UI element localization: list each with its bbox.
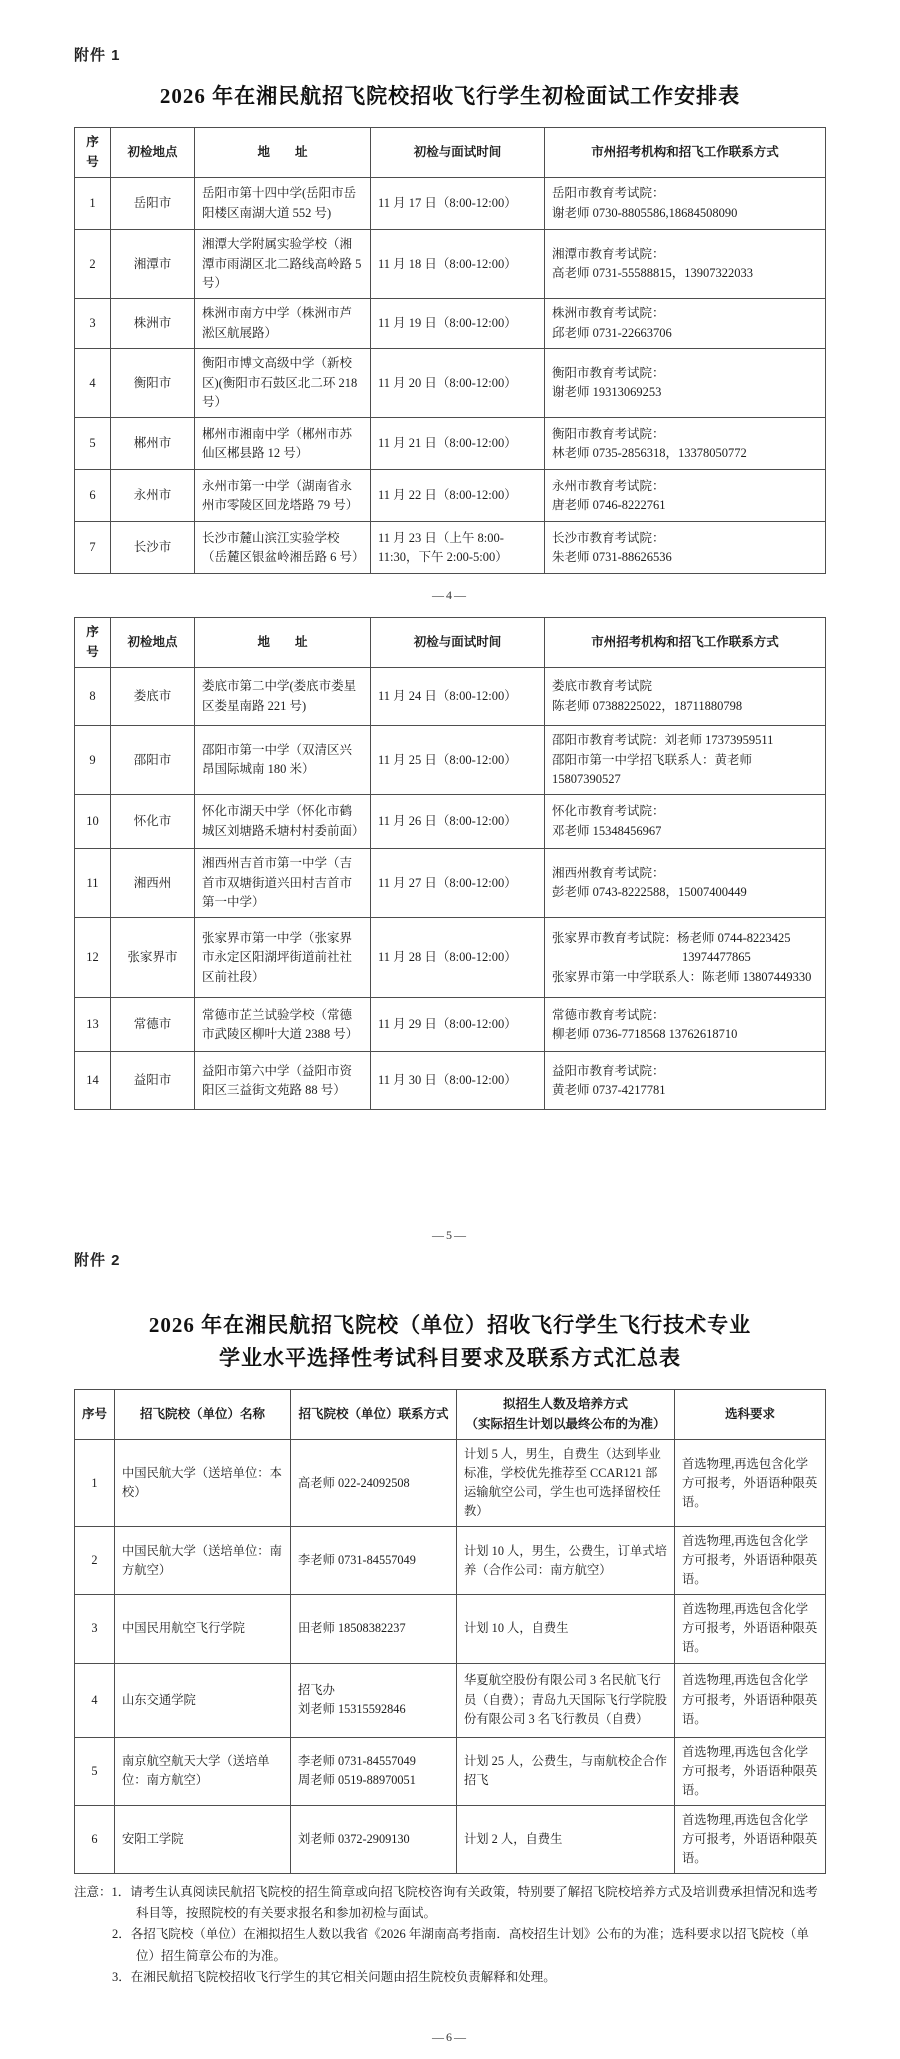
contact-line: 周老师 0519-88970051 <box>298 1773 416 1788</box>
row-place: 岳阳市 <box>111 178 195 230</box>
row-place: 湘西州 <box>111 849 195 918</box>
row-no: 10 <box>75 795 111 849</box>
contact-line: 邓老师 15348456967 <box>552 823 662 838</box>
contact-line: 田老师 18508382237 <box>298 1621 406 1636</box>
table-row <box>75 1527 826 1595</box>
contact-line: 株洲市教育考试院： <box>552 306 665 321</box>
contact-line: 朱老师 0731-88626536 <box>552 549 672 564</box>
contact-line: 长沙市教育考试院： <box>552 530 665 545</box>
row-no: 5 <box>75 418 111 470</box>
row-no: 8 <box>75 668 111 726</box>
row-time: 11 月 28 日（8:00-12:00） <box>371 918 545 998</box>
contact-line: 高老师 022-24092508 <box>298 1475 410 1490</box>
row-plan: 计划 10 人，自费生 <box>457 1595 675 1663</box>
contact-line: 谢老师 0730-8805586,18684508090 <box>552 205 738 220</box>
row-address: 娄底市第二中学(娄底市娄星区娄星南路 221 号) <box>195 668 371 726</box>
document-page <box>74 0 826 2045</box>
row-no: 3 <box>75 299 111 349</box>
row-contact <box>545 230 826 299</box>
row-no: 14 <box>75 1052 111 1110</box>
col-header-no: 序号 <box>75 128 111 178</box>
row-address: 怀化市湖天中学（怀化市鹤城区刘塘路禾塘村村委前面） <box>195 795 371 849</box>
table-row <box>75 726 826 795</box>
row-time: 11 月 24 日（8:00-12:00） <box>371 668 545 726</box>
contact-line: 李老师 0731-84557049 <box>298 1553 416 1568</box>
row-place: 株洲市 <box>111 299 195 349</box>
row-address: 邵阳市第一中学（双清区兴昂国际城南 180 米） <box>195 726 371 795</box>
row-time: 11 月 25 日（8:00-12:00） <box>371 726 545 795</box>
contact-line: 湘西州教育考试院： <box>552 866 665 880</box>
table-row <box>75 849 826 918</box>
attachment2-title-line1: 2026 年在湘民航招飞院校（单位）招收飞行学生飞行技术专业 <box>148 1313 752 1338</box>
row-no: 12 <box>75 918 111 998</box>
row-no: 13 <box>75 998 111 1052</box>
row-contact <box>545 918 826 998</box>
row-address: 郴州市湘南中学（郴州市苏仙区郴县路 12 号） <box>195 418 371 470</box>
col-header-college: 招飞院校（单位）名称 <box>115 1390 291 1440</box>
row-time: 11 月 20 日（8:00-12:00） <box>371 349 545 418</box>
table-row <box>75 1595 826 1663</box>
contact-line: 彭老师 0743-8222588，15007400449 <box>552 885 747 900</box>
row-time: 11 月 23 日（上午 8:00-11:30，下午 2:00-5:00） <box>371 522 545 574</box>
row-subjects: 首选物理,再选包含化学方可报考，外语语种限英语。 <box>675 1527 826 1595</box>
table-header-row <box>75 128 826 178</box>
row-contact <box>291 1663 457 1737</box>
contact-line: 招飞办 <box>298 1682 335 1697</box>
row-contact <box>545 522 826 574</box>
row-time: 11 月 27 日（8:00-12:00） <box>371 849 545 918</box>
attachment2-label: 附件 2 <box>74 1252 121 1270</box>
contact-line: 刘老师 15315592846 <box>298 1702 406 1717</box>
row-no: 2 <box>75 230 111 299</box>
col-header-address: 地 址 <box>195 618 371 668</box>
table-row <box>75 1440 826 1527</box>
row-time: 11 月 22 日（8:00-12:00） <box>371 470 545 522</box>
row-college-name: 中国民用航空飞行学院 <box>115 1595 291 1663</box>
row-address: 湘西州吉首市第一中学（吉首市双塘街道兴田村吉首市第一中学） <box>195 849 371 918</box>
contact-line: 林老师 0735-2856318，13378050772 <box>552 445 747 460</box>
contact-line: 张家界市第一中学联系人：陈老师 13807449330 <box>552 969 812 984</box>
row-place: 张家界市 <box>111 918 195 998</box>
row-contact <box>545 998 826 1052</box>
row-place: 永州市 <box>111 470 195 522</box>
attachment2-title-line2: 学业水平选择性考试科目要求及联系方式汇总表 <box>219 1345 681 1370</box>
col-header-place: 初检地点 <box>111 618 195 668</box>
contact-line: 怀化市教育考试院： <box>552 804 665 819</box>
contact-line: 常德市教育考试院： <box>552 1007 665 1022</box>
table-row <box>75 299 826 349</box>
row-plan: 计划 5 人，男生，自费生（达到毕业标准，学校优先推荐至 CCAR121 部运输航空公司，学生也可选择留校任教） <box>457 1440 675 1527</box>
row-contact <box>291 1527 457 1595</box>
row-time: 11 月 18 日（8:00-12:00） <box>371 230 545 299</box>
col-header-contact: 市州招考机构和招飞工作联系方式 <box>545 618 826 668</box>
row-no: 11 <box>75 849 111 918</box>
row-address: 岳阳市第十四中学(岳阳市岳阳楼区南湖大道 552 号) <box>195 178 371 230</box>
row-contact <box>545 349 826 418</box>
table-header-row <box>75 618 826 668</box>
contact-line: 衡阳市教育考试院： <box>552 366 665 380</box>
contact-line: 谢老师 19313069253 <box>552 385 662 400</box>
row-contact <box>545 299 826 349</box>
row-place: 益阳市 <box>111 1052 195 1110</box>
row-address: 常德市芷兰试验学校（常德市武陵区柳叶大道 2388 号） <box>195 998 371 1052</box>
table-row <box>75 795 826 849</box>
interview-schedule-table-part2 <box>74 617 826 1110</box>
row-college-name: 安阳工学院 <box>115 1805 291 1873</box>
row-time: 11 月 21 日（8:00-12:00） <box>371 418 545 470</box>
contact-line: 邱老师 0731-22663706 <box>552 325 672 340</box>
row-time: 11 月 17 日（8:00-12:00） <box>371 178 545 230</box>
col-header-place: 初检地点 <box>111 128 195 178</box>
attachment1-label: 附件 1 <box>74 47 121 64</box>
contact-line: 柳老师 0736-7718568 13762618710 <box>552 1026 738 1041</box>
row-place: 湘潭市 <box>111 230 195 299</box>
row-subjects: 首选物理,再选包含化学方可报考，外语语种限英语。 <box>675 1663 826 1737</box>
table-row <box>75 1805 826 1873</box>
table-row <box>75 1052 826 1110</box>
page-marker-4: —4— <box>432 588 468 603</box>
contact-line: 李老师 0731-84557049 <box>298 1754 416 1769</box>
col-header-plan-line: （实际招生计划以最终公布的为准） <box>465 1416 666 1431</box>
col-header-address: 地 址 <box>195 128 371 178</box>
row-place: 衡阳市 <box>111 349 195 418</box>
col-header-no: 序号 <box>75 1390 115 1440</box>
row-place: 怀化市 <box>111 795 195 849</box>
row-contact <box>291 1440 457 1527</box>
interview-schedule-table-part1 <box>74 127 826 574</box>
row-no: 7 <box>75 522 111 574</box>
notes-section <box>74 1882 826 1988</box>
col-header-no: 序号 <box>75 618 111 668</box>
note-item-1 <box>74 1882 826 1925</box>
contact-line: 张家界市教育考试院：杨老师 0744-8223425 <box>552 930 791 945</box>
table-row <box>75 349 826 418</box>
table-row <box>75 1737 826 1805</box>
col-header-contact: 招飞院校（单位）联系方式 <box>291 1390 457 1440</box>
table-row <box>75 470 826 522</box>
contact-line: 岳阳市教育考试院： <box>552 186 665 201</box>
row-no: 4 <box>75 1663 115 1737</box>
notes-label: 注意： <box>74 1884 112 1899</box>
row-time: 11 月 30 日（8:00-12:00） <box>371 1052 545 1110</box>
row-no: 1 <box>75 1440 115 1527</box>
contact-line: 13974477865 <box>682 950 751 965</box>
table-row <box>75 418 826 470</box>
table-row <box>75 918 826 998</box>
attachment1-title: 2026 年在湘民航招飞院校招收飞行学生初检面试工作安排表 <box>159 84 741 108</box>
row-no: 6 <box>75 1805 115 1873</box>
row-address: 湘潭大学附属实验学校（湘潭市雨湖区北二路线高岭路 5 号） <box>195 230 371 299</box>
page-marker-6: —6— <box>432 2030 468 2045</box>
row-address: 永州市第一中学（湖南省永州市零陵区回龙塔路 79 号） <box>195 470 371 522</box>
row-no: 1 <box>75 178 111 230</box>
row-contact <box>545 178 826 230</box>
col-header-subjects: 选科要求 <box>675 1390 826 1440</box>
contact-line: 邵阳市第一中学招飞联系人：黄老师 15807390527 <box>552 752 753 786</box>
col-header-time: 初检与面试时间 <box>371 618 545 668</box>
college-requirements-table <box>74 1389 826 1874</box>
row-no: 9 <box>75 726 111 795</box>
row-address: 长沙市麓山滨江实验学校（岳麓区银盆岭湘岳路 6 号） <box>195 522 371 574</box>
contact-line: 陈老师 07388225022，18711880798 <box>552 698 743 713</box>
row-no: 5 <box>75 1737 115 1805</box>
row-contact <box>545 668 826 726</box>
contact-line: 衡阳市教育考试院： <box>552 426 665 441</box>
row-time: 11 月 29 日（8:00-12:00） <box>371 998 545 1052</box>
row-college-name: 中国民航大学（送培单位：本校） <box>115 1440 291 1527</box>
row-no: 2 <box>75 1527 115 1595</box>
row-contact <box>545 1052 826 1110</box>
table-row <box>75 522 826 574</box>
row-subjects: 首选物理,再选包含化学方可报考，外语语种限英语。 <box>675 1440 826 1527</box>
row-place: 邵阳市 <box>111 726 195 795</box>
table-row <box>75 178 826 230</box>
row-college-name: 山东交通学院 <box>115 1663 291 1737</box>
col-header-time: 初检与面试时间 <box>371 128 545 178</box>
row-contact <box>545 849 826 918</box>
contact-line: 湘潭市教育考试院： <box>552 246 665 261</box>
page-marker-5: —5— <box>432 1228 468 1243</box>
table-row <box>75 998 826 1052</box>
col-header-plan <box>457 1390 675 1440</box>
row-place: 长沙市 <box>111 522 195 574</box>
row-college-name: 中国民航大学（送培单位：南方航空） <box>115 1527 291 1595</box>
contact-line: 邵阳市教育考试院：刘老师 17373959511 <box>552 733 774 748</box>
row-no: 3 <box>75 1595 115 1663</box>
row-place: 常德市 <box>111 998 195 1052</box>
row-subjects: 首选物理,再选包含化学方可报考，外语语种限英语。 <box>675 1595 826 1663</box>
row-plan: 计划 25 人，公费生，与南航校企合作招飞 <box>457 1737 675 1805</box>
row-plan: 华夏航空股份有限公司 3 名民航飞行员（自费）；青岛九天国际飞行学院股份有限公司 3 名飞行教员（自费） <box>457 1663 675 1737</box>
note-text-1: 1．请考生认真阅读民航招飞院校的招生简章或向招飞院校咨询有关政策，特别要了解招飞院校培养方式及培训费承担情况和选考科目等，按照院校的有关要求报名和参加初检与面试。 <box>111 1884 818 1921</box>
row-address: 益阳市第六中学（益阳市资阳区三益街文苑路 88 号） <box>195 1052 371 1110</box>
row-contact <box>291 1737 457 1805</box>
contact-line: 刘老师 0372-2909130 <box>298 1831 410 1846</box>
row-contact <box>545 726 826 795</box>
contact-line: 唐老师 0746-8222761 <box>552 497 666 512</box>
row-contact <box>545 418 826 470</box>
row-subjects: 首选物理,再选包含化学方可报考，外语语种限英语。 <box>675 1737 826 1805</box>
row-contact <box>545 470 826 522</box>
row-address: 张家界市第一中学（张家界市永定区阳湖坪街道前社社区前社段） <box>195 918 371 998</box>
col-header-contact: 市州招考机构和招飞工作联系方式 <box>545 128 826 178</box>
row-place: 郴州市 <box>111 418 195 470</box>
row-address: 株洲市南方中学（株洲市芦淞区航展路） <box>195 299 371 349</box>
row-plan: 计划 10 人，男生，公费生，订单式培养（合作公司：南方航空） <box>457 1527 675 1595</box>
row-subjects: 首选物理,再选包含化学方可报考，外语语种限英语。 <box>675 1805 826 1873</box>
table-row <box>75 230 826 299</box>
row-place: 娄底市 <box>111 668 195 726</box>
row-plan: 计划 2 人，自费生 <box>457 1805 675 1873</box>
table-row <box>75 668 826 726</box>
contact-line: 永州市教育考试院： <box>552 478 665 493</box>
note-item-2: 2．各招飞院校（单位）在湘拟招生人数以我省《2026 年湖南高考指南．高校招生计划》公布的为准；选科要求以招飞院校（单位）招生简章公布的为准。 <box>112 1927 809 1963</box>
table-row <box>75 1663 826 1737</box>
row-no: 6 <box>75 470 111 522</box>
row-address: 衡阳市博文高级中学（新校区)(衡阳市石鼓区北二环 218 号） <box>195 349 371 418</box>
note-item-3: 3．在湘民航招飞院校招收飞行学生的其它相关问题由招生院校负责解释和处理。 <box>112 1969 556 1984</box>
row-time: 11 月 19 日（8:00-12:00） <box>371 299 545 349</box>
row-contact <box>291 1805 457 1873</box>
row-contact <box>545 795 826 849</box>
contact-line: 益阳市教育考试院： <box>552 1063 665 1078</box>
row-college-name: 南京航空航天大学（送培单位：南方航空） <box>115 1737 291 1805</box>
contact-line: 娄底市教育考试院 <box>552 679 653 694</box>
row-contact <box>291 1595 457 1663</box>
table-header-row <box>75 1390 826 1440</box>
col-header-plan-line: 拟招生人数及培养方式 <box>502 1397 628 1412</box>
contact-line: 黄老师 0737-4217781 <box>552 1082 666 1097</box>
contact-line: 高老师 0731-55588815，13907322033 <box>552 266 754 281</box>
row-no: 4 <box>75 349 111 418</box>
row-time: 11 月 26 日（8:00-12:00） <box>371 795 545 849</box>
